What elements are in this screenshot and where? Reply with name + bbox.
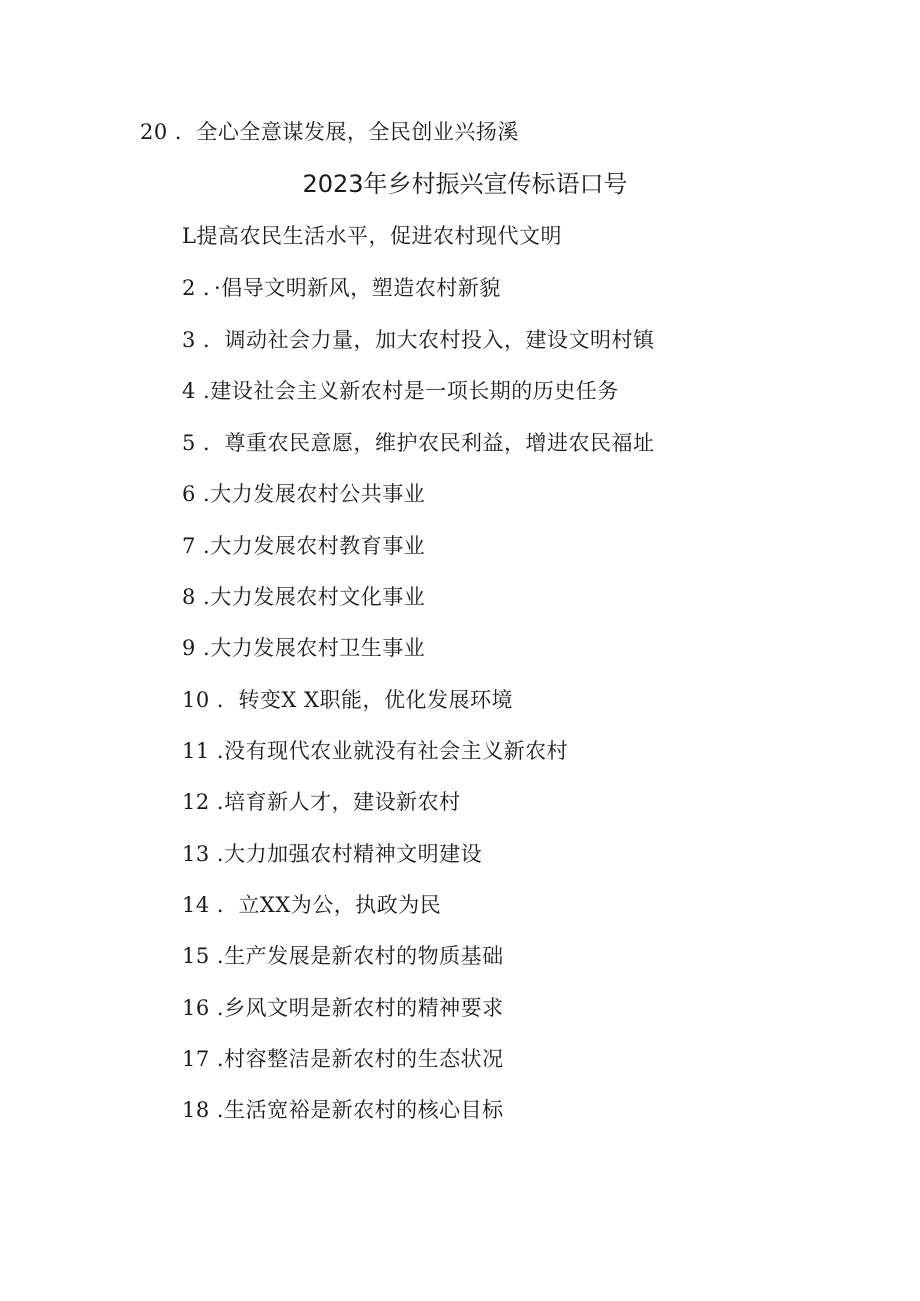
list-item: 4 .建设社会主义新农村是一项长期的历史任务 [182, 379, 619, 403]
list-item: 15 .生产发展是新农村的物质基础 [182, 944, 504, 968]
list-item: 16 .乡风文明是新农村的精神要求 [182, 996, 504, 1020]
list-item: L提高农民生活水平，促进农村现代文明 [182, 224, 562, 248]
list-item: 17 .村容整洁是新农村的生态状况 [182, 1047, 504, 1071]
list-item: 3 ．调动社会力量，加大农村投入，建设文明村镇 [182, 328, 655, 352]
list-item: 8 .大力发展农村文化事业 [182, 585, 426, 609]
list-item: 6 .大力发展农村公共事业 [182, 482, 426, 506]
list-item: 10 ．转变X X职能，优化发展环境 [182, 688, 513, 712]
list-item: 14 ．立XX为公，执政为民 [182, 893, 442, 917]
list-item: 11 .没有现代农业就没有社会主义新农村 [182, 739, 569, 763]
document-title: 2023年乡村振兴宣传标语口号 [302, 170, 628, 198]
list-item: 5 ．尊重农民意愿，维护农民利益，增进农民福址 [182, 431, 655, 455]
list-item: 13 .大力加强农村精神文明建设 [182, 842, 483, 866]
list-item: 9 .大力发展农村卫生事业 [182, 636, 426, 660]
list-item: 7 .大力发展农村教育事业 [182, 534, 426, 558]
list-item-top: 20 ．全心全意谋发展，全民创业兴扬溪 [140, 120, 519, 144]
list-item: 18 .生活宽裕是新农村的核心目标 [182, 1098, 504, 1122]
list-item: 2 ．·倡导文明新风，塑造农村新貌 [182, 276, 501, 300]
list-item: 12 .培育新人才，建设新农村 [182, 790, 461, 814]
